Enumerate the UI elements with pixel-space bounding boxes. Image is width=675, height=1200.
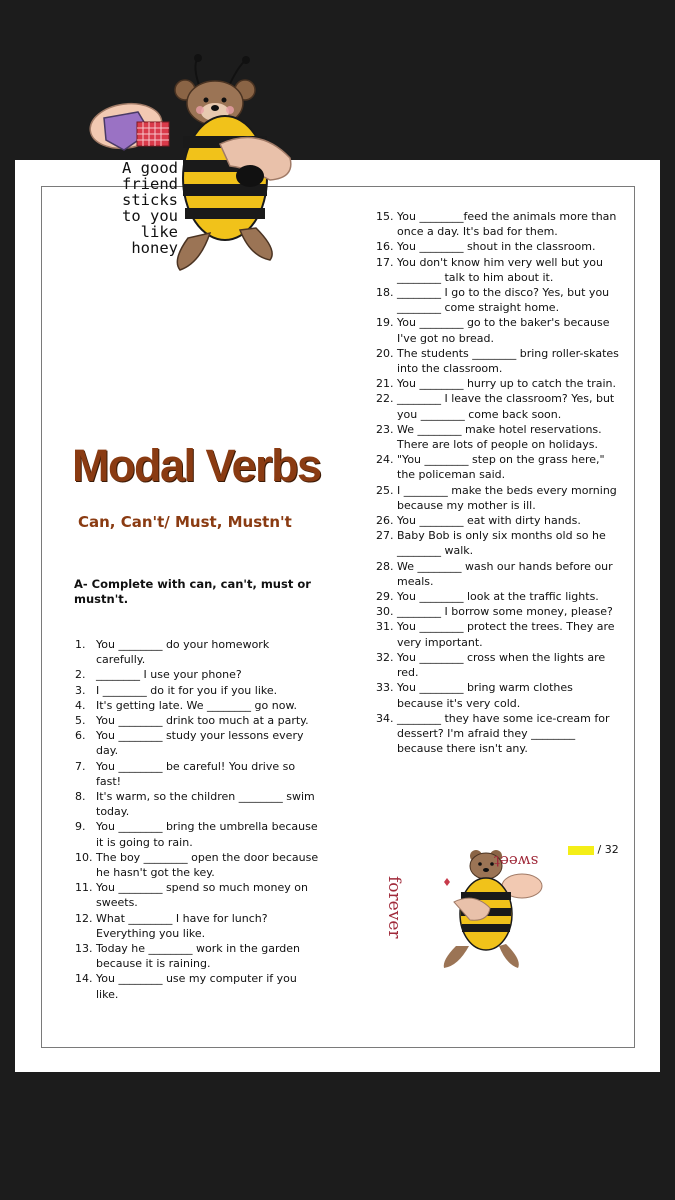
question-number: 18. bbox=[376, 286, 394, 300]
question-number: 1. bbox=[75, 638, 86, 651]
question-number: 10. bbox=[75, 850, 93, 864]
question-text: Baby Bob is only six months old so he ________ walk. bbox=[397, 529, 606, 558]
question-text: I ________ do it for you if you like. bbox=[96, 683, 278, 697]
question-number: 19. bbox=[376, 316, 394, 330]
question-text: You ________ be careful! You drive so fast! bbox=[96, 759, 296, 788]
score-highlight bbox=[568, 846, 594, 855]
question-list-left bbox=[75, 637, 320, 1002]
question-item bbox=[75, 819, 320, 849]
motto-text bbox=[68, 160, 178, 256]
question-item bbox=[376, 346, 621, 376]
question-number: 34. bbox=[376, 711, 394, 725]
question-text: You ________ do your homework carefully. bbox=[96, 638, 270, 667]
question-text: ________ they have some ice-cream for dessert? I'm afraid they ________ because there isn't any. bbox=[397, 711, 610, 756]
question-text: You ________ eat with dirty hands. bbox=[397, 514, 581, 528]
motto-line: A good bbox=[122, 159, 178, 177]
motto-line: friend bbox=[122, 175, 178, 193]
question-number: 4. bbox=[75, 698, 86, 712]
question-item bbox=[376, 285, 621, 315]
question-list-right bbox=[376, 209, 621, 756]
question-number: 2. bbox=[75, 668, 86, 682]
question-text: It's warm, so the children ________ swim today. bbox=[96, 790, 315, 819]
question-text: You don't know him very well but you ________ talk to him about it. bbox=[397, 255, 603, 284]
question-item bbox=[376, 650, 621, 680]
motto-line: to you bbox=[122, 207, 178, 225]
question-text: ________ I use your phone? bbox=[96, 668, 242, 682]
question-number: 30. bbox=[376, 605, 394, 619]
question-item bbox=[75, 911, 320, 941]
question-number: 9. bbox=[75, 820, 86, 834]
question-number: 14. bbox=[75, 972, 93, 986]
question-number: 17. bbox=[376, 255, 394, 269]
page-title: Modal Verbs bbox=[72, 440, 321, 491]
question-number: 22. bbox=[376, 392, 394, 406]
question-number: 3. bbox=[75, 683, 86, 697]
score-total: / 32 bbox=[597, 843, 619, 856]
question-item bbox=[75, 789, 320, 819]
question-number: 13. bbox=[75, 942, 93, 956]
sweet-text: sweet bbox=[494, 852, 539, 870]
question-text: "You ________ step on the grass here," the policeman said. bbox=[397, 453, 605, 482]
forever-text: forever bbox=[384, 876, 404, 939]
question-text: You ________ hurry up to catch the train. bbox=[397, 377, 617, 391]
question-text: It's getting late. We ________ go now. bbox=[96, 698, 297, 712]
question-number: 5. bbox=[75, 714, 86, 728]
question-number: 32. bbox=[376, 650, 394, 664]
question-item bbox=[75, 759, 320, 789]
question-text: ________ I borrow some money, please? bbox=[397, 605, 613, 619]
question-number: 31. bbox=[376, 620, 394, 634]
question-text: You ________ go to the baker's because I've got no bread. bbox=[397, 316, 610, 345]
question-item bbox=[376, 589, 621, 604]
question-text: The boy ________ open the door because he hasn't got the key. bbox=[96, 850, 319, 880]
question-text: You ________ drink too much at a party. bbox=[96, 714, 309, 728]
question-item bbox=[75, 850, 320, 880]
question-item bbox=[376, 422, 621, 452]
question-item bbox=[376, 255, 621, 285]
motto-line: honey bbox=[131, 239, 178, 257]
exercise-instruction: A- Complete with can, can't, must or mustn't. bbox=[74, 577, 311, 606]
question-item bbox=[376, 619, 621, 649]
page-subtitle: Can, Can't/ Must, Mustn't bbox=[78, 513, 292, 531]
question-text: You ________ spend so much money on sweets. bbox=[96, 881, 308, 910]
question-item bbox=[75, 971, 320, 1001]
question-text: We ________ make hotel reservations. There are lots of people on holidays. bbox=[397, 422, 602, 452]
question-number: 8. bbox=[75, 790, 86, 804]
question-item bbox=[75, 637, 320, 667]
question-item bbox=[75, 698, 320, 713]
question-item bbox=[75, 713, 320, 728]
question-text: You ________ shout in the classroom. bbox=[397, 240, 596, 254]
question-number: 28. bbox=[376, 559, 394, 573]
motto-line: like bbox=[140, 223, 178, 241]
question-text: You ________ bring warm clothes because it's very cold. bbox=[397, 681, 573, 710]
question-number: 16. bbox=[376, 240, 394, 254]
question-item bbox=[376, 513, 621, 528]
question-text: ________ I go to the disco? Yes, but you ________ come straight home. bbox=[397, 286, 610, 315]
question-item bbox=[75, 683, 320, 698]
question-item bbox=[376, 452, 621, 482]
question-text: You ________ cross when the lights are red. bbox=[397, 650, 606, 680]
question-number: 26. bbox=[376, 514, 394, 528]
question-item bbox=[376, 315, 621, 345]
question-number: 25. bbox=[376, 483, 394, 497]
question-item bbox=[376, 680, 621, 710]
question-item bbox=[376, 483, 621, 513]
question-number: 29. bbox=[376, 590, 394, 604]
question-item bbox=[376, 711, 621, 757]
question-number: 33. bbox=[376, 681, 394, 695]
question-text: You ________ look at the traffic lights. bbox=[397, 590, 599, 604]
question-text: You ________ use my computer if you like. bbox=[96, 972, 297, 1001]
question-number: 24. bbox=[376, 453, 394, 467]
question-item bbox=[376, 559, 621, 589]
question-number: 23. bbox=[376, 422, 394, 436]
question-number: 12. bbox=[75, 911, 93, 925]
question-number: 7. bbox=[75, 759, 86, 773]
question-text: Today he ________ work in the garden because it is raining. bbox=[96, 942, 301, 971]
question-item bbox=[376, 604, 621, 619]
question-text: You ________ study your lessons every day. bbox=[96, 729, 304, 758]
question-text: What ________ I have for lunch? Everything you like. bbox=[96, 911, 268, 940]
question-item bbox=[75, 728, 320, 758]
motto-line: sticks bbox=[122, 191, 178, 209]
question-item bbox=[75, 667, 320, 682]
question-item bbox=[376, 528, 621, 558]
question-text: You ________feed the animals more than once a day. It's bad for them. bbox=[397, 210, 617, 239]
question-text: You ________ bring the umbrella because it is going to rain. bbox=[96, 820, 318, 849]
question-item bbox=[376, 239, 621, 254]
question-number: 27. bbox=[376, 529, 394, 543]
score-box bbox=[568, 843, 619, 856]
question-item bbox=[376, 391, 621, 421]
question-text: I ________ make the beds every morning because my mother is ill. bbox=[397, 483, 617, 512]
question-text: ________ I leave the classroom? Yes, but you ________ come back soon. bbox=[397, 392, 615, 421]
question-item bbox=[75, 941, 320, 971]
question-text: You ________ protect the trees. They are very important. bbox=[397, 620, 615, 649]
question-number: 15. bbox=[376, 210, 394, 223]
question-item bbox=[75, 880, 320, 910]
question-item bbox=[376, 209, 621, 239]
question-text: The students ________ bring roller-skates into the classroom. bbox=[397, 346, 619, 376]
question-text: We ________ wash our hands before our meals. bbox=[397, 559, 613, 588]
question-number: 21. bbox=[376, 377, 394, 391]
question-number: 6. bbox=[75, 729, 86, 743]
question-item bbox=[376, 376, 621, 391]
question-number: 20. bbox=[376, 346, 394, 360]
question-number: 11. bbox=[75, 881, 93, 895]
